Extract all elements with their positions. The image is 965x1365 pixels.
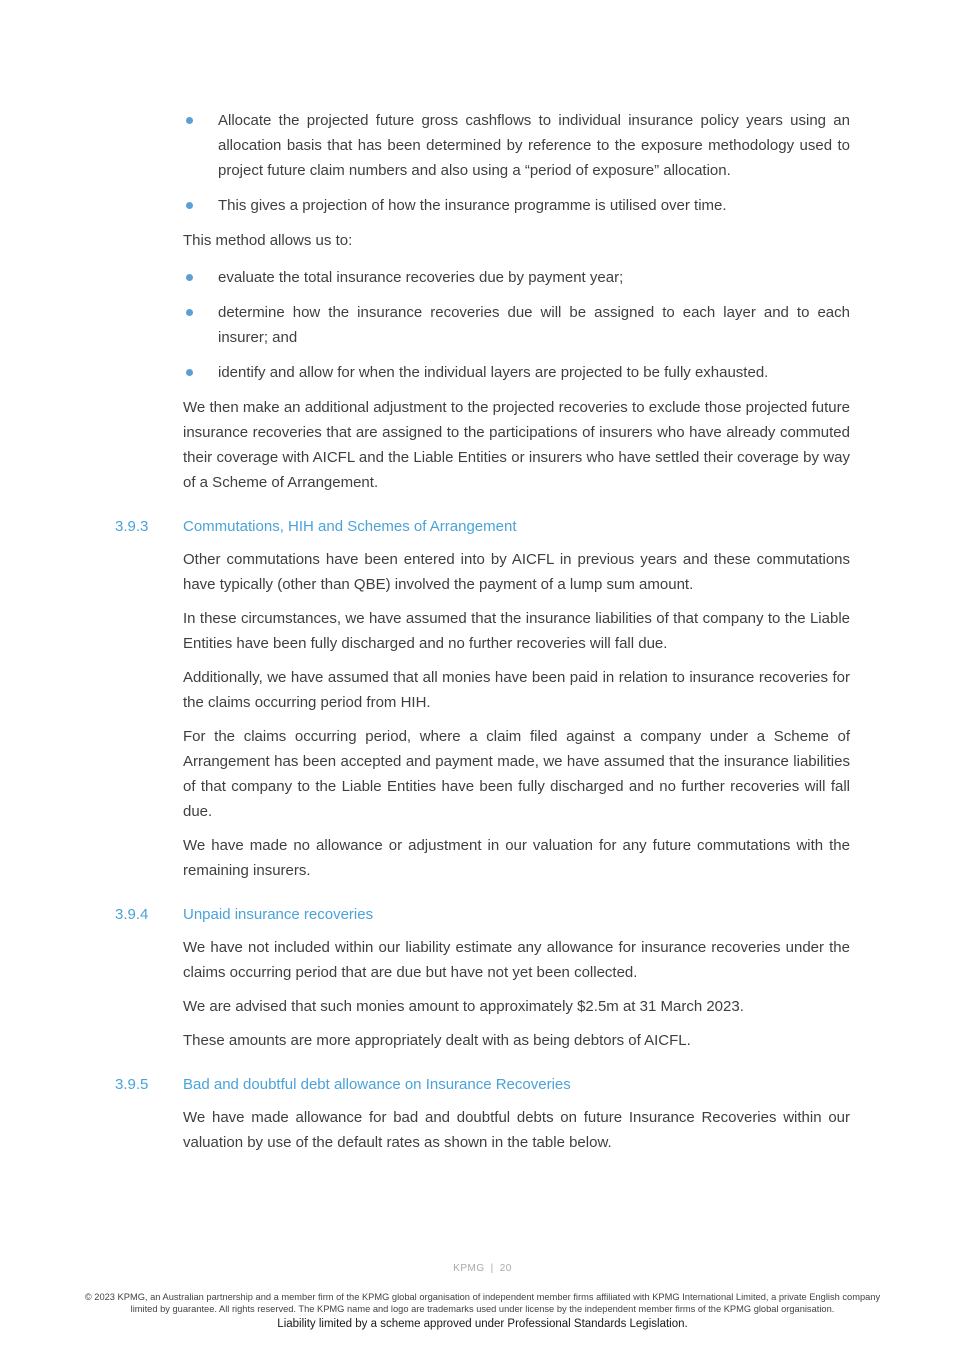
footer-page-marker	[0, 1263, 965, 1274]
bullet-icon	[186, 117, 193, 124]
section-title: Bad and doubtful debt allowance on Insurance Recoveries	[183, 1076, 571, 1093]
bullet-text: Allocate the projected future gross cashflows to individual insurance policy years using an allocation basis that has been determined by reference to the exposure methodology used to project future claim numbers and also using a “period of exposure” allocation.	[218, 112, 850, 179]
list-item	[183, 265, 850, 290]
paragraph: We are advised that such monies amount to approximately $2.5m at 31 March 2023.	[183, 998, 744, 1015]
footer-page-number: 20	[499, 1263, 512, 1274]
section-heading-3-9-3	[115, 514, 850, 539]
paragraph: We have made allowance for bad and doubtful debts on future Insurance Recoveries within our valuation by use of the default rates as shown in the table below.	[183, 1109, 850, 1151]
paragraph: We have made no allowance or adjustment in our valuation for any future commutations with the remaining insurers.	[183, 837, 850, 879]
section-number: 3.9.4	[115, 906, 149, 923]
section-title: Commutations, HIH and Schemes of Arrangement	[183, 518, 517, 535]
list-item	[183, 108, 850, 183]
section-heading-3-9-5	[115, 1072, 850, 1097]
paragraph: We have not included within our liability estimate any allowance for insurance recoveries under the claims occurring period that are due but have not yet been collected.	[183, 939, 850, 981]
section-number: 3.9.5	[115, 1076, 149, 1093]
bullet-text: determine how the insurance recoveries due will be assigned to each layer and to each insurer; and	[218, 304, 850, 346]
paragraph: In these circumstances, we have assumed that the insurance liabilities of that company to the Liable Entities have been fully discharged and no further recoveries will fall due.	[183, 610, 850, 652]
page-content	[115, 108, 850, 1164]
footer-legal	[75, 1291, 890, 1331]
bullet-text: evaluate the total insurance recoveries due by payment year;	[218, 269, 624, 286]
bullet-icon	[186, 369, 193, 376]
bullet-icon	[186, 274, 193, 281]
paragraph: Additionally, we have assumed that all monies have been paid in relation to insurance recoveries for the claims occurring period from HIH.	[183, 669, 850, 711]
paragraph: Other commutations have been entered into by AICFL in previous years and these commutations have typically (other than QBE) involved the payment of a lump sum amount.	[183, 551, 850, 593]
section-title: Unpaid insurance recoveries	[183, 906, 374, 923]
footer-legal-text: © 2023 KPMG, an Australian partnership and a member firm of the KPMG global organisation of independent member firms affiliated with KPMG International Limited, a private English company limited by guarantee. All rights reserved. The KPMG name and logo are trademarks used under license by the independent member firms of the KPMG global organisation.	[84, 1292, 881, 1314]
method-bullet-list	[183, 265, 850, 385]
paragraph: These amounts are more appropriately dealt with as being debtors of AICFL.	[183, 1032, 691, 1049]
footer-brand: KPMG	[453, 1263, 485, 1274]
method-intro-paragraph: This method allows us to:	[183, 232, 353, 249]
list-item	[183, 300, 850, 350]
bullet-text: identify and allow for when the individual layers are projected to be fully exhausted.	[218, 364, 769, 381]
bullet-icon	[186, 202, 193, 209]
adjustment-paragraph: We then make an additional adjustment to the projected recoveries to exclude those projected future insurance recoveries that are assigned to the participations of insurers who have already commuted their coverage with AICFL and the Liable Entities or insurers who have settled their coverage by way of a Scheme of Arrangement.	[183, 399, 850, 491]
intro-bullet-list	[183, 108, 850, 218]
footer-liability-text: Liability limited by a scheme approved under Professional Standards Legislation.	[277, 1318, 688, 1330]
list-item	[183, 193, 850, 218]
bullet-text: This gives a projection of how the insurance programme is utilised over time.	[218, 197, 727, 214]
section-number: 3.9.3	[115, 518, 149, 535]
footer-separator: |	[490, 1263, 494, 1274]
section-heading-3-9-4	[115, 902, 850, 927]
list-item	[183, 360, 850, 385]
bullet-icon	[186, 309, 193, 316]
paragraph: For the claims occurring period, where a claim filed against a company under a Scheme of Arrangement has been accepted and payment made, we have assumed that the insurance liabilities of that company to the Liable Entities have been fully discharged and no further recoveries will fall due.	[183, 728, 850, 820]
